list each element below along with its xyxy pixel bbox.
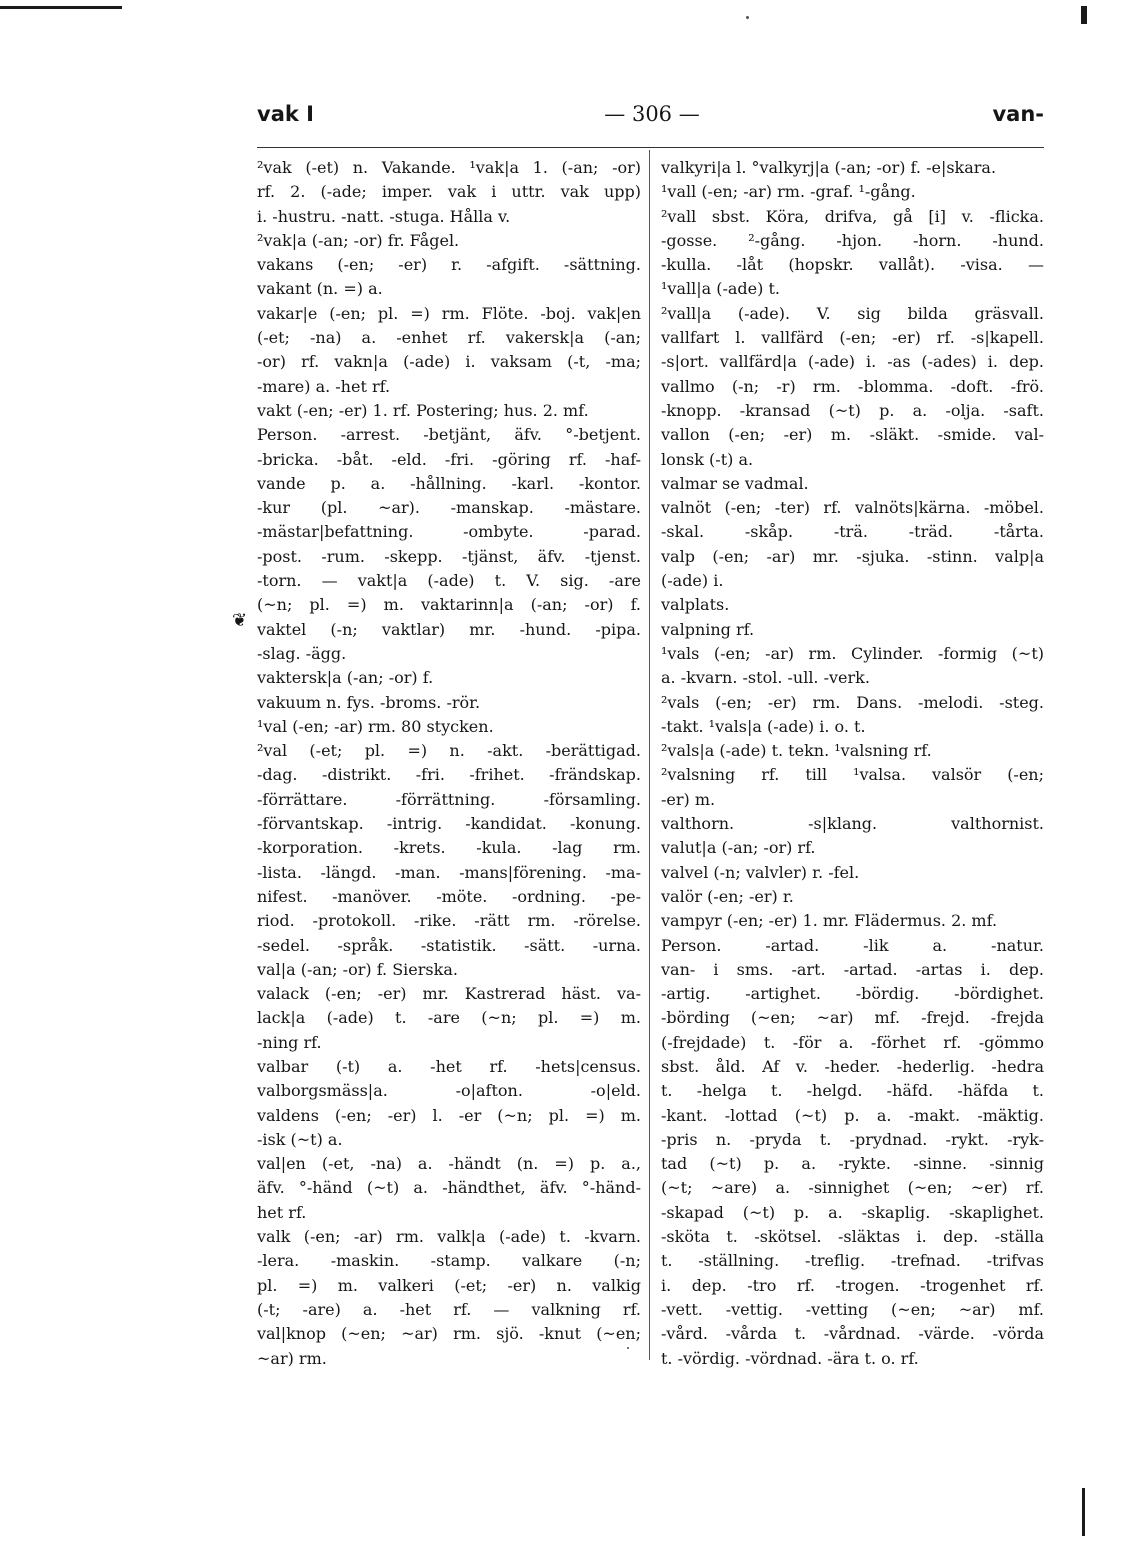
dictionary-line: lack|a (-ade) t. -are (~n; pl. =) m. — [257, 1008, 641, 1028]
dictionary-line: ¹vall (-en; -ar) rm. -graf. ¹-gång. — [661, 182, 916, 202]
dictionary-line: -torn. — vakt|a (-ade) t. V. sig. -are — [257, 571, 641, 591]
dictionary-line: vakant (n. =) a. — [257, 279, 383, 299]
dictionary-line: rf. 2. (-ade; imper. vak i uttr. vak upp) — [257, 182, 641, 202]
dictionary-line: -förrättare. -förrättning. -församling. — [257, 789, 641, 809]
header-rule — [257, 147, 1044, 148]
dictionary-line: valthorn. -s|klang. valthornist. — [661, 814, 1044, 834]
dictionary-line: vaktersk|a (-an; -or) f. — [257, 668, 434, 688]
dictionary-line: (~n; pl. =) m. vaktarinn|a (-an; -or) f. — [257, 595, 641, 615]
dictionary-line: -artig. -artighet. -bördig. -bördighet. — [661, 984, 1044, 1004]
dictionary-line: valnöt (-en; -ter) rf. valnöts|kärna. -möbel. — [661, 498, 1044, 518]
dictionary-line: valack (-en; -er) mr. Kastrerad häst. va- — [257, 984, 641, 1004]
dictionary-line: -lera. -maskin. -stamp. valkare (-n; — [257, 1251, 641, 1271]
dictionary-line: valborgsmäss|a. -o|afton. -o|eld. — [257, 1081, 641, 1101]
top-edge-rule — [0, 6, 122, 9]
dictionary-line: -ning rf. — [257, 1032, 322, 1052]
dictionary-line: vande p. a. -hållning. -karl. -kontor. — [257, 473, 641, 493]
column-divider — [649, 150, 650, 1360]
dictionary-line: ²val (-et; pl. =) n. -akt. -berättigad. — [257, 741, 641, 761]
dictionary-line: ²vals|a (-ade) t. tekn. ¹valsning rf. — [661, 741, 932, 761]
dictionary-line: valvel (-n; valvler) r. -fel. — [661, 862, 860, 882]
dictionary-line: -skal. -skåp. -trä. -träd. -tårta. — [661, 522, 1044, 542]
corner-mark-bottom — [1082, 1488, 1085, 1536]
header-left-catchword: vak I — [257, 102, 314, 126]
dictionary-line: (-frejdade) t. -för a. -förhet rf. -gömmo — [661, 1032, 1044, 1052]
dictionary-line: -sedel. -språk. -statistik. -sätt. -urna. — [257, 935, 641, 955]
corner-mark-top — [1081, 6, 1087, 24]
dictionary-line: -mästar|befattning. -ombyte. -parad. — [257, 522, 641, 542]
right-column — [661, 156, 1044, 1371]
dictionary-line: -vård. -vårda t. -vårdnad. -värde. -vörda — [661, 1324, 1044, 1344]
dictionary-line: valbar (-t) a. -het rf. -hets|census. — [257, 1056, 641, 1076]
dictionary-line: valp (-en; -ar) mr. -sjuka. -stinn. valp|a — [661, 546, 1044, 566]
scan-speck-2 — [627, 1347, 629, 1349]
dictionary-line: äfv. °-händ (~t) a. -händthet, äfv. °-händ- — [257, 1178, 641, 1198]
dictionary-line: nifest. -manöver. -möte. -ordning. -pe- — [257, 886, 641, 906]
dictionary-line: val|knop (~en; ~ar) rm. sjö. -knut (~en; — [257, 1324, 641, 1344]
dictionary-line: -vett. -vettig. -vetting (~en; ~ar) mf. — [661, 1299, 1044, 1319]
dictionary-line: vallon (-en; -er) m. -släkt. -smide. val- — [661, 425, 1044, 445]
dictionary-line: -or) rf. vakn|a (-ade) i. vaksam (-t, -ma; — [257, 352, 641, 372]
dictionary-line: (-t; -are) a. -het rf. — valkning rf. — [257, 1299, 641, 1319]
dictionary-line: ²vak|a (-an; -or) fr. Fågel. — [257, 230, 460, 250]
dictionary-line: Person. -artad. -lik a. -natur. — [661, 935, 1044, 955]
dictionary-line: -slag. -ägg. — [257, 643, 347, 663]
dictionary-line: -kulla. -låt (hopskr. vallåt). -visa. — — [661, 255, 1044, 275]
dictionary-line: vakt (-en; -er) 1. rf. Postering; hus. 2. mf. — [257, 400, 589, 420]
dictionary-line: ²valsning rf. till ¹valsa. valsör (-en; — [661, 765, 1044, 785]
dictionary-line: ²vak (-et) n. Vakande. ¹vak|a 1. (-an; -or) — [257, 158, 641, 177]
dictionary-line: -takt. ¹vals|a (-ade) i. o. t. — [661, 716, 866, 736]
dictionary-line: a. -kvarn. -stol. -ull. -verk. — [661, 668, 870, 688]
dictionary-line: valk (-en; -ar) rm. valk|a (-ade) t. -kvarn. — [257, 1227, 641, 1247]
dictionary-line: -er) m. — [661, 789, 716, 809]
dictionary-line: t. -ställning. -treflig. -trefnad. -trifvas — [661, 1251, 1044, 1271]
dictionary-line: valplats. — [661, 595, 730, 615]
dictionary-line: -dag. -distrikt. -fri. -frihet. -frändskap. — [257, 765, 641, 785]
dictionary-line: tad (~t) p. a. -rykte. -sinne. -sinnig — [661, 1154, 1044, 1174]
dictionary-line: valdens (-en; -er) l. -er (~n; pl. =) m. — [257, 1105, 641, 1125]
dictionary-line: -kant. -lottad (~t) p. a. -makt. -mäktig. — [661, 1105, 1044, 1125]
dictionary-line: vallmo (-n; -r) rm. -blomma. -doft. -frö. — [661, 376, 1044, 396]
dictionary-line: -sköta t. -skötsel. -släktas i. dep. -ställa — [661, 1227, 1044, 1247]
dictionary-line: val|en (-et, -na) a. -händt (n. =) p. a., — [257, 1154, 641, 1174]
dictionary-line: -kur (pl. ~ar). -manskap. -mästare. — [257, 498, 641, 518]
dictionary-line: -isk (~t) a. — [257, 1129, 343, 1149]
dictionary-line: -lista. -längd. -man. -mans|förening. -ma- — [257, 862, 641, 882]
dictionary-line: van- i sms. -art. -artad. -artas i. dep. — [661, 959, 1044, 979]
dictionary-line: -s|ort. vallfärd|a (-ade) i. -as (-ades) i. dep. — [661, 352, 1044, 372]
dictionary-line: -knopp. -kransad (~t) p. a. -olja. -saft. — [661, 400, 1044, 420]
margin-mark-icon: ❦ — [232, 610, 248, 631]
left-column — [257, 156, 641, 1371]
dictionary-line: -börding (~en; ~ar) mf. -frejd. -frejda — [661, 1008, 1044, 1028]
dictionary-line: pl. =) m. valkeri (-et; -er) n. valkig — [257, 1275, 641, 1295]
dictionary-line: -förvantskap. -intrig. -kandidat. -konung. — [257, 814, 641, 834]
dictionary-line: ¹val (-en; -ar) rm. 80 stycken. — [257, 716, 494, 736]
dictionary-line: vakans (-en; -er) r. -afgift. -sättning. — [257, 255, 641, 275]
dictionary-line: vakuum n. fys. -broms. -rör. — [257, 692, 481, 712]
dictionary-line: -post. -rum. -skepp. -tjänst, äfv. -tjenst. — [257, 546, 641, 566]
dictionary-line: i. -hustru. -natt. -stuga. Hålla v. — [257, 206, 511, 226]
dictionary-line: valör (-en; -er) r. — [661, 886, 794, 906]
header-right-catchword: van- — [992, 102, 1044, 126]
dictionary-line: sbst. åld. Af v. -heder. -hederlig. -hedra — [661, 1056, 1044, 1076]
dictionary-line: (-et; -na) a. -enhet rf. vakersk|a (-an; — [257, 328, 641, 348]
dictionary-line: vampyr (-en; -er) 1. mr. Flädermus. 2. mf. — [661, 911, 998, 931]
dictionary-line: ²vals (-en; -er) rm. Dans. -melodi. -steg. — [661, 692, 1044, 712]
dictionary-line: (~t; ~are) a. -sinnighet (~en; ~er) rf. — [661, 1178, 1044, 1198]
dictionary-line: Person. -arrest. -betjänt, äfv. °-betjent. — [257, 425, 641, 445]
dictionary-line: ~ar) rm. — [257, 1348, 327, 1368]
dictionary-line: ²vall sbst. Köra, drifva, gå [i] v. -flicka. — [661, 206, 1044, 226]
dictionary-line: -gosse. ²-gång. -hjon. -horn. -hund. — [661, 230, 1044, 250]
dictionary-line: valpning rf. — [661, 619, 755, 639]
dictionary-line: ¹vals (-en; -ar) rm. Cylinder. -formig (~t) — [661, 643, 1044, 663]
dictionary-line: het rf. — [257, 1202, 307, 1222]
dictionary-line: riod. -protokoll. -rike. -rätt rm. -rörelse. — [257, 911, 641, 931]
dictionary-line: -mare) a. -het rf. — [257, 376, 391, 396]
dictionary-line: lonsk (-t) a. — [661, 449, 754, 469]
dictionary-line: -korporation. -krets. -kula. -lag rm. — [257, 838, 641, 858]
dictionary-line: val|a (-an; -or) f. Sierska. — [257, 959, 458, 979]
dictionary-line: vaktel (-n; vaktlar) mr. -hund. -pipa. — [257, 619, 641, 639]
dictionary-line: ²vall|a (-ade). V. sig bilda gräsvall. — [661, 303, 1044, 323]
dictionary-line: (-ade) i. — [661, 571, 724, 591]
dictionary-line: vallfart l. vallfärd (-en; -er) rf. -s|kapell. — [661, 328, 1044, 348]
dictionary-line: valut|a (-an; -or) rf. — [661, 838, 816, 858]
dictionary-line: t. -helga t. -helgd. -häfd. -häfda t. — [661, 1081, 1044, 1101]
dictionary-line: -skapad (~t) p. a. -skaplig. -skaplighet. — [661, 1202, 1044, 1222]
page-number: — 306 — — [604, 102, 700, 126]
dictionary-line: valmar se vadmal. — [661, 473, 809, 493]
page-header — [257, 102, 1044, 136]
dictionary-line: -bricka. -båt. -eld. -fri. -göring rf. -haf- — [257, 449, 641, 469]
dictionary-line: i. dep. -tro rf. -trogen. -trogenhet rf. — [661, 1275, 1044, 1295]
dictionary-line: t. -vördig. -vördnad. -ära t. o. rf. — [661, 1348, 919, 1368]
scan-speck — [746, 16, 749, 19]
dictionary-line: valkyri|a l. °valkyrj|a (-an; -or) f. -e|skara. — [661, 158, 997, 177]
dictionary-line: vakar|e (-en; pl. =) rm. Flöte. -boj. vak|en — [257, 303, 641, 323]
dictionary-line: -pris n. -pryda t. -prydnad. -rykt. -ryk- — [661, 1129, 1044, 1149]
dictionary-line: ¹vall|a (-ade) t. — [661, 279, 780, 299]
